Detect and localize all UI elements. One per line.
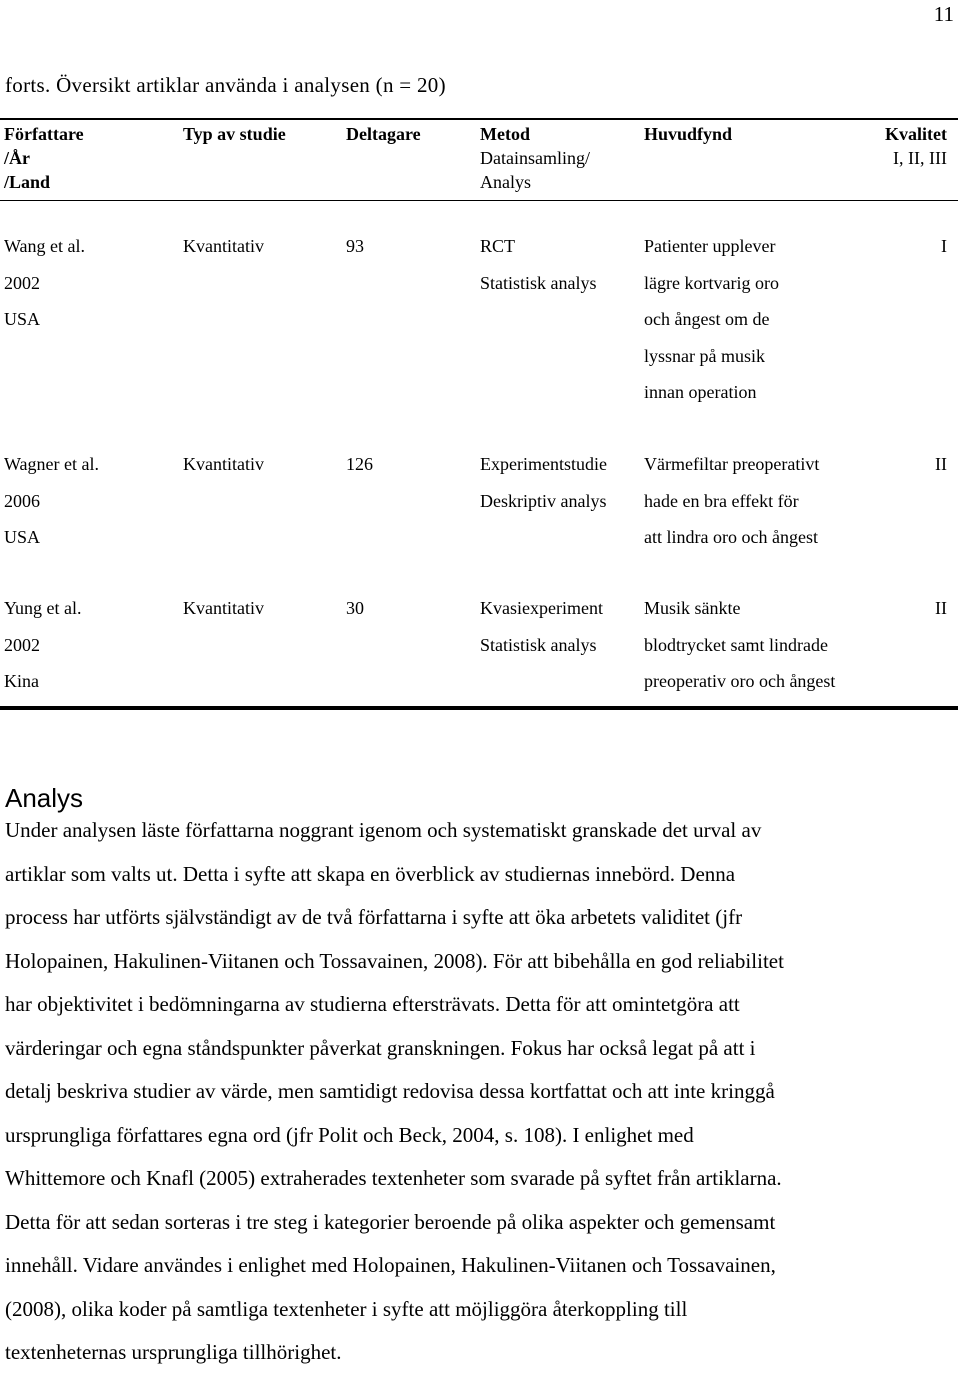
header-participants: [346, 122, 421, 146]
participants-value: 126: [346, 454, 373, 474]
method-line: Deskriptiv analys: [480, 490, 607, 511]
table-row-author: [4, 228, 85, 338]
author-year: 2006: [4, 490, 40, 511]
table-row-quality: [941, 228, 947, 265]
quality-value: II: [935, 454, 947, 474]
header-author-line: /Land: [4, 172, 51, 192]
table-caption: forts. Översikt artiklar använda i analysen (n = 20): [5, 73, 446, 97]
header-author: [4, 122, 84, 194]
method-line: Statistisk analys: [480, 634, 597, 655]
paragraph-line: värderingar och egna ståndspunkter påverkat granskningen. Fokus har också legat på att i: [5, 1035, 756, 1060]
findings-line: Musik sänkte: [644, 598, 741, 618]
header-author-line: /År: [4, 148, 30, 168]
header-participants-label: Deltagare: [346, 124, 421, 144]
findings-line: och ångest om de: [644, 309, 770, 329]
header-quality-sub: I, II, III: [893, 148, 947, 168]
quality-value: I: [941, 236, 947, 256]
table-row-findings: [644, 590, 835, 700]
header-quality-title: Kvalitet: [885, 124, 947, 144]
table-row-findings: [644, 446, 819, 556]
header-author-line: Författare: [4, 124, 84, 144]
paragraph-line: innehåll. Vidare användes i enlighet med Holopainen, Hakulinen-Viitanen och Tossavainen,: [5, 1253, 776, 1277]
table-row-author: [4, 446, 99, 556]
section-heading: Analys: [5, 782, 84, 813]
study-type-value: Kvantitativ: [183, 598, 264, 618]
table-row-quality: [935, 590, 947, 627]
header-quality: [885, 122, 947, 170]
table-row-method: [480, 590, 603, 663]
method-line: Statistisk analys: [480, 272, 597, 293]
author-year: 2002: [4, 272, 40, 293]
table-row-method: [480, 446, 607, 519]
table-row-method: [480, 228, 597, 301]
author-name: Yung et al.: [4, 598, 82, 618]
author-name: Wagner et al.: [4, 454, 100, 474]
method-line: Experimentstudie: [480, 454, 607, 474]
paragraph-line: artiklar som valts ut. Detta i syfte att skapa en överblick av studiernas innebörd. Denna: [5, 861, 736, 886]
study-type-value: Kvantitativ: [183, 236, 264, 256]
findings-line: lägre kortvarig oro: [644, 272, 779, 293]
page-number: 11: [933, 2, 954, 26]
paragraph-line: process har utförts självständigt av de två författarna i syfte att öka arbetets validitet (jfr: [5, 905, 743, 929]
body-paragraph: [5, 809, 955, 1375]
author-country: USA: [4, 527, 41, 547]
author-name: Wang et al.: [4, 236, 86, 256]
findings-line: Värmefiltar preoperativt: [644, 454, 820, 474]
findings-line: preoperativ oro och ångest: [644, 671, 836, 691]
table-top-rule: [0, 118, 958, 120]
table-row-participants: [346, 590, 364, 627]
header-method-sub: Analys: [480, 172, 531, 192]
paragraph-line: ursprungliga författares egna ord (jfr Polit och Beck, 2004, s. 108). I enlighet med: [5, 1122, 694, 1147]
header-method: [480, 122, 590, 194]
table-row-participants: [346, 228, 364, 265]
table-row-author: [4, 590, 81, 700]
method-line: Kvasiexperiment: [480, 598, 603, 618]
paragraph-line: Whittemore och Knafl (2005) extraherades textenheter som svarade på syftet från artiklarna.: [5, 1166, 782, 1190]
quality-value: II: [935, 598, 947, 618]
findings-line: blodtrycket samt lindrade: [644, 634, 828, 655]
header-findings: [644, 122, 732, 146]
participants-value: 93: [346, 236, 364, 256]
table-header-rule: [0, 200, 958, 201]
author-country: Kina: [4, 671, 39, 691]
header-method-sub: Datainsamling/: [480, 148, 590, 168]
header-findings-label: Huvudfynd: [644, 124, 733, 144]
table-row-quality: [935, 446, 947, 483]
table-row-study-type: [183, 590, 264, 627]
table-row-participants: [346, 446, 373, 483]
author-year: 2002: [4, 634, 40, 655]
paragraph-line: har objektivitet i bedömningarna av studierna eftersträvats. Detta för att omintetgöra att: [5, 992, 740, 1016]
findings-line: hade en bra effekt för: [644, 490, 799, 511]
study-type-value: Kvantitativ: [183, 454, 264, 474]
paragraph-line: Under analysen läste författarna noggrant igenom och systematiskt granskade det urval av: [5, 818, 762, 842]
paragraph-line: detalj beskriva studier av värde, men samtidigt redovisa dessa kortfattat och att inte kringgå: [5, 1079, 775, 1103]
participants-value: 30: [346, 598, 364, 618]
findings-line: innan operation: [644, 382, 757, 402]
author-country: USA: [4, 309, 41, 329]
paragraph-line: (2008), olika koder på samtliga textenheter i syfte att möjliggöra återkoppling till: [5, 1296, 688, 1321]
header-study-type-label: Typ av studie: [183, 124, 286, 144]
paragraph-line: Detta för att sedan sorteras i tre steg i kategorier beroende på olika aspekter och gemensamt: [5, 1209, 776, 1234]
findings-line: Patienter upplever: [644, 236, 776, 256]
header-study-type: [183, 122, 286, 146]
findings-line: lyssnar på musik: [644, 345, 765, 366]
paragraph-line: Holopainen, Hakulinen-Viitanen och Tossavainen, 2008). För att bibehålla en god reliabilitet: [5, 948, 784, 973]
table-row-study-type: [183, 446, 264, 483]
method-line: RCT: [480, 236, 516, 256]
table-row-study-type: [183, 228, 264, 265]
header-method-title: Metod: [480, 124, 530, 144]
table-bottom-rule: [0, 706, 958, 710]
table-row-findings: [644, 228, 779, 411]
findings-line: att lindra oro och ångest: [644, 527, 818, 547]
paragraph-line: textenheternas ursprungliga tillhörighet.: [5, 1340, 342, 1364]
